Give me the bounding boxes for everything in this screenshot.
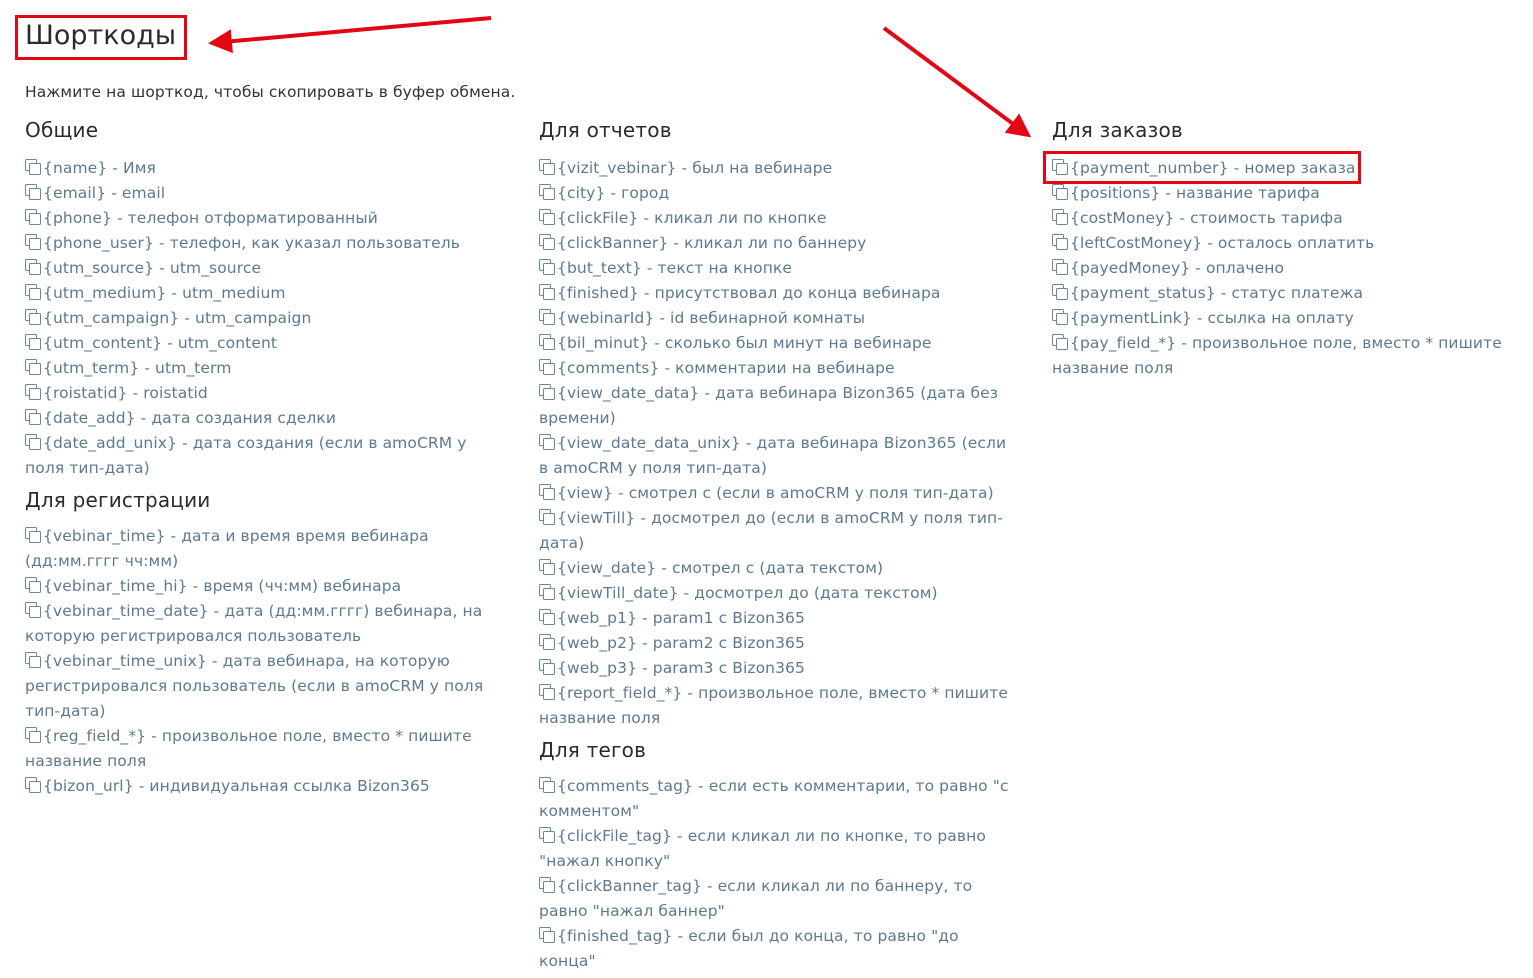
copy-icon: [539, 284, 556, 301]
shortcode-text: {utm_term} - utm_term: [43, 359, 232, 377]
copy-icon: [25, 384, 42, 401]
shortcode-payedmoney[interactable]: [1052, 256, 1512, 281]
copy-icon: [539, 259, 556, 276]
shortcode-positions[interactable]: [1052, 181, 1512, 206]
copy-icon: [25, 259, 42, 276]
copy-icon: [1052, 209, 1069, 226]
shortcode-finished[interactable]: [539, 281, 1019, 306]
copy-icon: [25, 652, 42, 669]
shortcode-date-add-unix[interactable]: [25, 431, 500, 481]
shortcode-web-p2[interactable]: [539, 631, 1019, 656]
shortcode-report-field[interactable]: [539, 681, 1019, 731]
shortcode-clickfile[interactable]: [539, 206, 1019, 231]
shortcode-utm-content[interactable]: [25, 331, 500, 356]
copy-icon: [539, 927, 556, 944]
shortcode-text: {vebinar_time_date} - дата (дд:мм.гггг) вебинара, на которую регистрировался пользователь: [25, 602, 483, 645]
copy-icon: [1052, 284, 1069, 301]
shortcode-text: {clickBanner_tag} - если кликал ли по баннеру, то равно "нажал баннер": [539, 877, 973, 920]
shortcode-clickbanner[interactable]: [539, 231, 1019, 256]
copy-icon: [539, 234, 556, 251]
shortcode-text: {view_date} - смотрел с (дата текстом): [557, 559, 884, 577]
shortcode-text: {utm_source} - utm_source: [43, 259, 262, 277]
shortcode-leftcostmoney[interactable]: [1052, 231, 1512, 256]
shortcode-text: {vebinar_time_hi} - время (чч:мм) вебинара: [43, 577, 402, 595]
copy-icon: [539, 559, 556, 576]
shortcode-text: {phone_user} - телефон, как указал пользователь: [43, 234, 461, 252]
shortcode-webinarid[interactable]: [539, 306, 1019, 331]
shortcode-city[interactable]: [539, 181, 1019, 206]
copy-icon: [25, 309, 42, 326]
shortcode-vebinar-time-hi[interactable]: [25, 574, 500, 599]
copy-icon: [1052, 184, 1069, 201]
shortcode-text: {leftCostMoney} - осталось оплатить: [1070, 234, 1375, 252]
copy-icon: [1052, 259, 1069, 276]
copy-icon: [25, 577, 42, 594]
shortcode-comments-tag[interactable]: [539, 774, 1019, 824]
copy-icon: [1052, 309, 1069, 326]
shortcode-text: {payment_number} - номер заказа: [1070, 159, 1356, 177]
shortcode-text: {viewTill_date} - досмотрел до (дата текстом): [557, 584, 938, 602]
shortcode-text: {clickFile} - кликал ли по кнопке: [557, 209, 827, 227]
shortcode-clickfile-tag[interactable]: [539, 824, 1019, 874]
shortcode-payment-status[interactable]: [1052, 281, 1512, 306]
shortcode-text: {paymentLink} - ссылка на оплату: [1070, 309, 1354, 327]
copy-icon: [539, 434, 556, 451]
shortcode-text: {payment_status} - статус платежа: [1070, 284, 1364, 302]
shortcode-viewtill[interactable]: [539, 506, 1019, 556]
shortcode-name[interactable]: [25, 156, 500, 181]
shortcode-text: {web_p3} - param3 с Bizon365: [557, 659, 805, 677]
shortcode-text: {phone} - телефон отформатированный: [43, 209, 378, 227]
shortcode-utm-medium[interactable]: [25, 281, 500, 306]
shortcode-text: {vebinar_time_unix} - дата вебинара, на которую регистрировался пользователь (если в amoCRM у поля тип-дата): [25, 652, 484, 720]
section-heading: Для регистрации: [25, 488, 211, 512]
shortcode-text: {comments_tag} - если есть комментарии, то равно "с комментом": [539, 777, 1009, 820]
copy-icon: [539, 609, 556, 626]
shortcode-vebinar-time-date[interactable]: [25, 599, 500, 649]
shortcode-vebinar-time-unix[interactable]: [25, 649, 500, 724]
shortcode-text: {but_text} - текст на кнопке: [557, 259, 793, 277]
shortcode-text: {vebinar_time} - дата и время время вебинара (дд:мм.гггг чч:мм): [25, 527, 429, 570]
shortcode-date-add[interactable]: [25, 406, 500, 431]
shortcode-text: {view_date_data_unix} - дата вебинара Bizon365 (если в amoCRM у поля тип-дата): [539, 434, 1007, 477]
copy-icon: [539, 384, 556, 401]
shortcode-text: {email} - email: [43, 184, 166, 202]
shortcode-but-text[interactable]: [539, 256, 1019, 281]
shortcode-text: {view} - смотрел с (если в amoCRM у поля тип-дата): [557, 484, 994, 502]
shortcode-text: {costMoney} - стоимость тарифа: [1070, 209, 1343, 227]
shortcode-utm-source[interactable]: [25, 256, 500, 281]
shortcode-text: {viewTill} - досмотрел до (если в amoCRM у поля тип-дата): [539, 509, 1003, 552]
shortcode-text: {date_add_unix} - дата создания (если в amoCRM у поля тип-дата): [25, 434, 467, 477]
page-subtitle: Нажмите на шорткод, чтобы скопировать в буфер обмена.: [25, 83, 516, 101]
shortcode-vebinar-time[interactable]: [25, 524, 500, 574]
copy-icon: [539, 509, 556, 526]
copy-icon: [539, 359, 556, 376]
shortcode-text: {utm_content} - utm_content: [43, 334, 278, 352]
copy-icon: [539, 877, 556, 894]
copy-icon: [539, 584, 556, 601]
copy-icon: [539, 309, 556, 326]
copy-icon: [25, 284, 42, 301]
copy-icon: [25, 602, 42, 619]
copy-icon: [1052, 334, 1069, 351]
copy-icon: [25, 409, 42, 426]
shortcode-view-date-data-unix[interactable]: [539, 431, 1019, 481]
shortcode-highlight-box: [1043, 151, 1361, 184]
shortcode-phone[interactable]: [25, 206, 500, 231]
shortcode-email[interactable]: [25, 181, 500, 206]
shortcode-view[interactable]: [539, 481, 1019, 506]
shortcode-text: {webinarId} - id вебинарной комнаты: [557, 309, 866, 327]
copy-icon: [25, 184, 42, 201]
shortcode-text: {web_p2} - param2 с Bizon365: [557, 634, 805, 652]
copy-icon: [539, 209, 556, 226]
shortcode-text: {report_field_*} - произвольное поле, вместо * пишите название поля: [539, 684, 1008, 727]
arrow-to-title: [212, 18, 491, 43]
shortcode-paymentlink[interactable]: [1052, 306, 1512, 331]
copy-icon: [539, 659, 556, 676]
shortcode-text: {positions} - название тарифа: [1070, 184, 1320, 202]
shortcode-utm-campaign[interactable]: [25, 306, 500, 331]
shortcode-costmoney[interactable]: [1052, 206, 1512, 231]
shortcode-text: {payedMoney} - оплачено: [1070, 259, 1285, 277]
copy-icon: [539, 159, 556, 176]
shortcode-reg-field[interactable]: [25, 724, 500, 774]
page-title: Шорткоды: [25, 20, 177, 51]
copy-icon: [25, 209, 42, 226]
shortcode-phone-user[interactable]: [25, 231, 500, 256]
shortcode-text: {city} - город: [557, 184, 670, 202]
shortcode-text: {view_date_data} - дата вебинара Bizon365 (дата без времени): [539, 384, 999, 427]
shortcode-utm-term[interactable]: [25, 356, 500, 381]
copy-icon: [539, 484, 556, 501]
copy-icon: [25, 527, 42, 544]
shortcode-text: {bil_minut} - сколько был минут на вебинаре: [557, 334, 932, 352]
copy-icon: [539, 777, 556, 794]
copy-icon: [25, 777, 42, 794]
shortcode-text: {comments} - комментарии на вебинаре: [557, 359, 895, 377]
shortcode-text: {clickFile_tag} - если кликал ли по кнопке, то равно "нажал кнопку": [539, 827, 986, 870]
shortcode-text: {date_add} - дата создания сделки: [43, 409, 337, 427]
copy-icon: [25, 359, 42, 376]
shortcode-text: {utm_campaign} - utm_campaign: [43, 309, 312, 327]
shortcode-finished-tag[interactable]: [539, 924, 1019, 974]
copy-icon: [539, 684, 556, 701]
section-heading: Общие: [25, 118, 99, 142]
section-heading: Для отчетов: [539, 118, 672, 142]
shortcode-web-p1[interactable]: [539, 606, 1019, 631]
shortcode-text: {name} - Имя: [43, 159, 156, 177]
shortcode-roistatid[interactable]: [25, 381, 500, 406]
copy-icon: [25, 434, 42, 451]
shortcode-view-date[interactable]: [539, 556, 1019, 581]
section-heading: Для заказов: [1052, 118, 1183, 142]
shortcode-bizon-url[interactable]: [25, 774, 500, 799]
shortcode-viewtill-date[interactable]: [539, 581, 1019, 606]
shortcode-text: {utm_medium} - utm_medium: [43, 284, 286, 302]
copy-icon: [25, 234, 42, 251]
copy-icon: [539, 634, 556, 651]
shortcode-text: {roistatid} - roistatid: [43, 384, 208, 402]
shortcode-text: {web_p1} - param1 с Bizon365: [557, 609, 805, 627]
column-reports: [539, 116, 1019, 974]
shortcode-text: {pay_field_*} - произвольное поле, вместо * пишите название поля: [1052, 334, 1502, 377]
shortcode-text: {reg_field_*} - произвольное поле, вместо * пишите название поля: [25, 727, 472, 770]
shortcode-text: {bizon_url} - индивидуальная ссылка Bizon365: [43, 777, 430, 795]
shortcode-pay-field[interactable]: [1052, 331, 1512, 381]
copy-icon: [539, 184, 556, 201]
copy-icon: [539, 334, 556, 351]
copy-icon: [1052, 234, 1069, 251]
shortcode-comments[interactable]: [539, 356, 1019, 381]
shortcode-vizit-vebinar[interactable]: [539, 156, 1019, 181]
column-general: [25, 116, 500, 799]
shortcode-web-p3[interactable]: [539, 656, 1019, 681]
section-heading: Для тегов: [539, 738, 647, 762]
shortcode-text: {clickBanner} - кликал ли по баннеру: [557, 234, 867, 252]
shortcode-text: {finished} - присутствовал до конца вебинара: [557, 284, 941, 302]
shortcode-text: {vizit_vebinar} - был на вебинаре: [557, 159, 833, 177]
copy-icon: [25, 334, 42, 351]
shortcode-bil-minut[interactable]: [539, 331, 1019, 356]
shortcode-view-date-data[interactable]: [539, 381, 1019, 431]
copy-icon: [25, 727, 42, 744]
copy-icon: [25, 159, 42, 176]
shortcode-text: {finished_tag} - если был до конца, то равно "до конца": [539, 927, 959, 970]
copy-icon: [539, 827, 556, 844]
shortcode-clickbanner-tag[interactable]: [539, 874, 1019, 924]
